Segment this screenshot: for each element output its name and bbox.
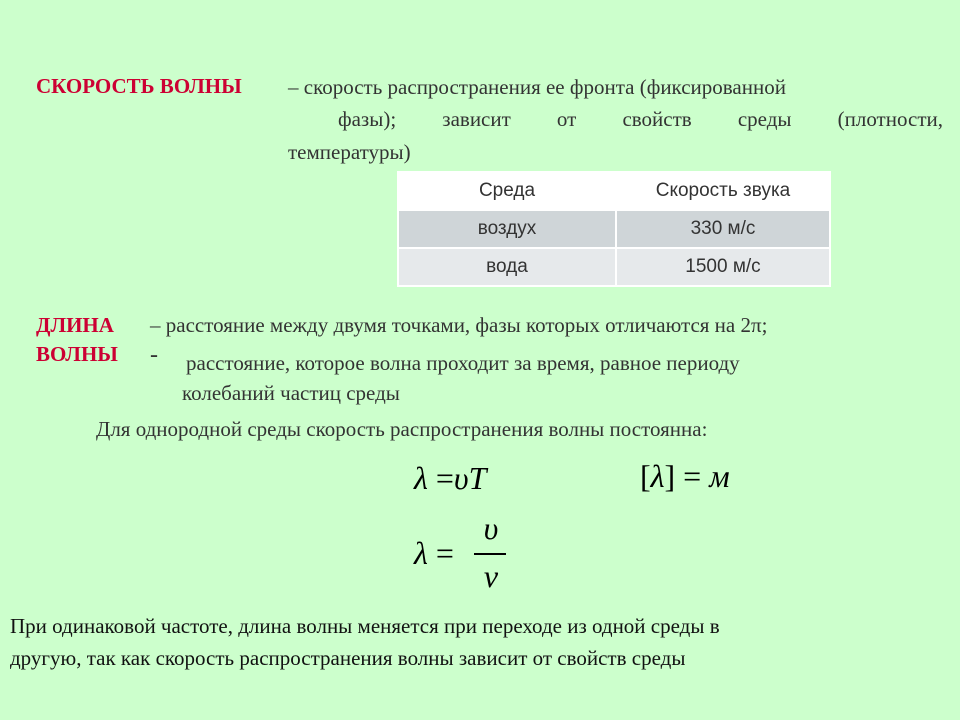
wavelength-dash: -: [150, 342, 158, 368]
homogeneous-note: Для однородной среды скорость распространения волны постоянна:: [96, 417, 708, 441]
lambda-symbol: λ: [414, 535, 428, 571]
upsilon-symbol: υ: [453, 460, 469, 496]
wavelength-def2-line1: расстояние, которое волна проходит за время, равное периоду: [186, 351, 740, 375]
wave-speed-def-line2: фазы); зависит от свойств среды (плотности,: [338, 107, 943, 131]
wavelength-term-line1: ДЛИНА: [36, 313, 114, 337]
lambda-symbol: λ: [650, 458, 665, 494]
table-header-medium: Среда: [398, 172, 616, 210]
formula-unit: [640, 458, 730, 495]
table-cell-speed: 330 м/с: [616, 210, 830, 248]
equals-sign: =: [435, 460, 454, 496]
wave-speed-def-line1: – скорость распространения ее фронта (фиксированной: [288, 75, 786, 99]
speed-table: [397, 171, 831, 287]
wavelength-term-line2: ВОЛНЫ: [36, 342, 118, 366]
wave-speed-term: СКОРОСТЬ ВОЛНЫ: [36, 74, 242, 98]
fraction-denominator: ν: [483, 558, 499, 594]
conclusion-line2: другую, так как скорость распространения волны зависит от свойств среды: [10, 646, 686, 670]
table-cell-medium: воздух: [398, 210, 616, 248]
table-header-row: [398, 172, 830, 210]
period-symbol: T: [468, 460, 487, 496]
bracket-close: ]: [664, 458, 676, 494]
conclusion-line1: При одинаковой частоте, длина волны меняется при переходе из одной среды в: [10, 614, 720, 638]
lambda-symbol: λ: [414, 460, 428, 496]
wave-speed-def-line3: температуры): [288, 140, 411, 164]
table-cell-medium: вода: [398, 248, 616, 286]
fraction-bar: [474, 553, 506, 555]
table-row: [398, 210, 830, 248]
formula-lambda-fraction-left: [414, 535, 454, 572]
wavelength-def2-line2: колебаний частиц среды: [182, 381, 400, 405]
bracket-open: [: [640, 458, 651, 494]
table-cell-speed: 1500 м/с: [616, 248, 830, 286]
fraction-numerator: υ: [483, 510, 499, 546]
table-row: [398, 248, 830, 286]
unit-symbol: м: [709, 458, 730, 494]
equals-sign: =: [683, 458, 702, 494]
wavelength-def1: – расстояние между двумя точками, фазы которых отличаются на 2π;: [150, 313, 768, 337]
equals-sign: =: [435, 535, 454, 571]
table-header-speed: Скорость звука: [616, 172, 830, 210]
formula-lambda-vt: [414, 460, 486, 497]
